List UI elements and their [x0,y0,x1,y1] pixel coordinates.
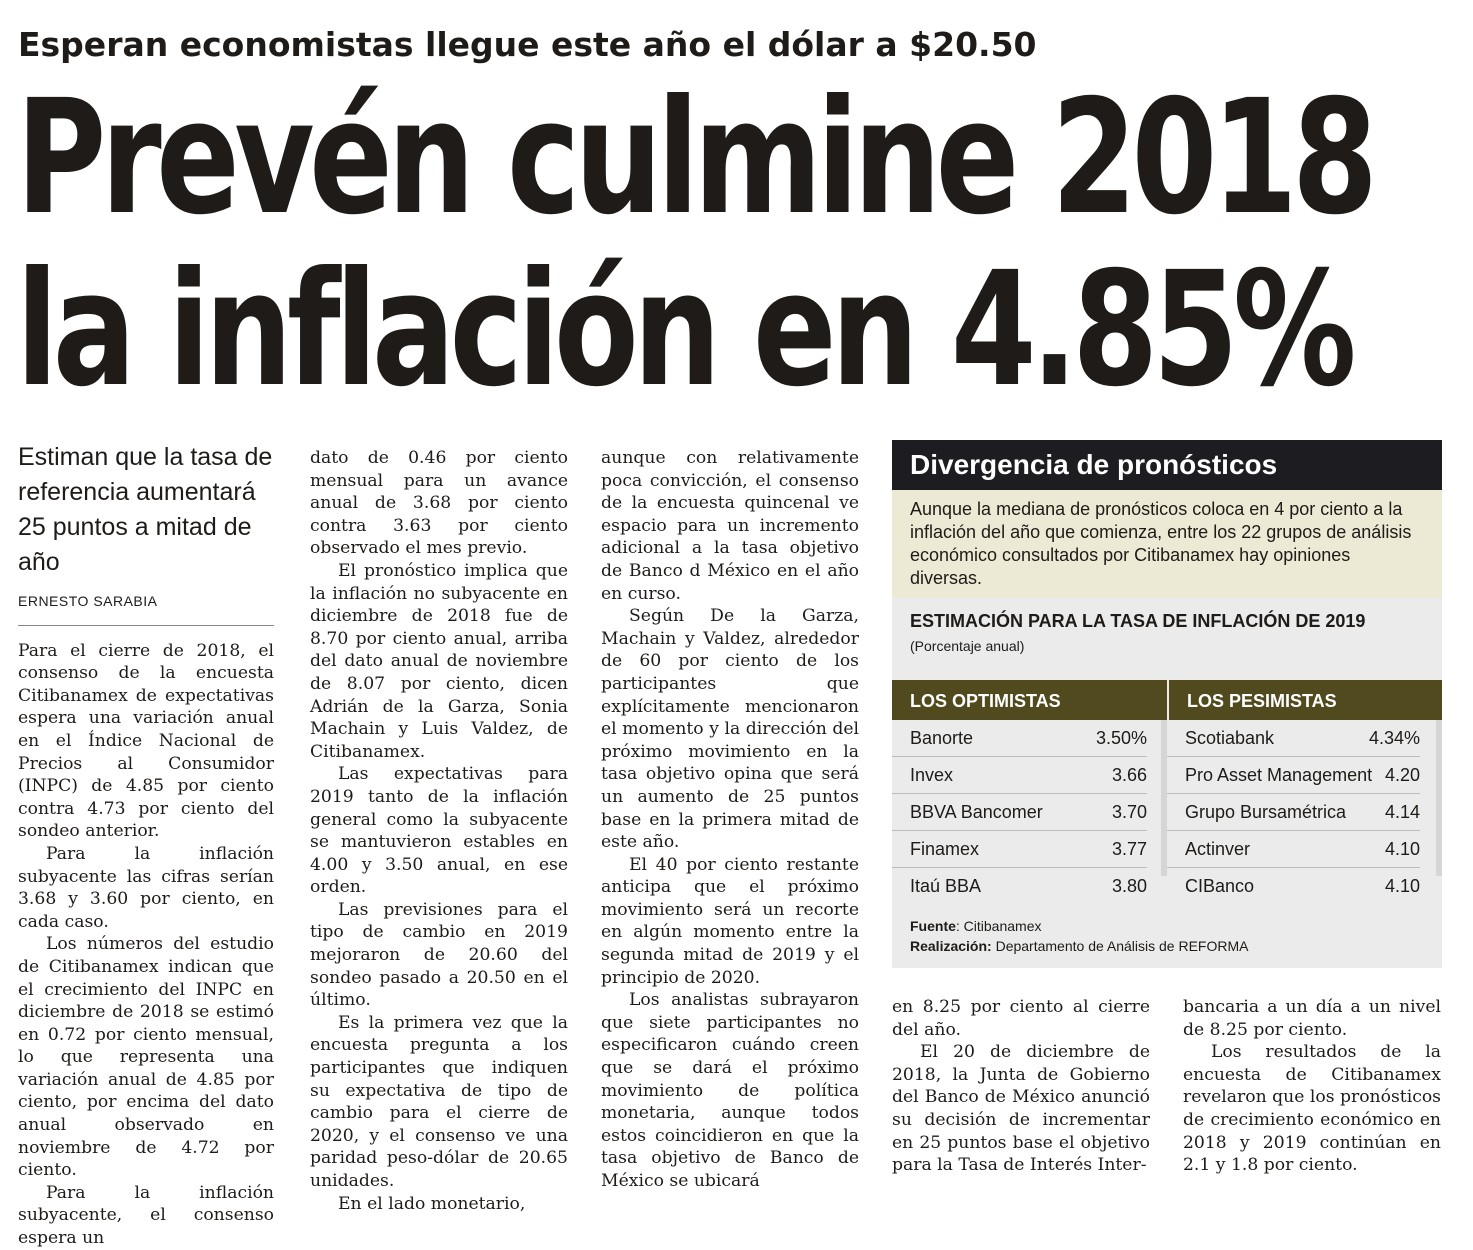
table-row [1167,720,1420,757]
optimists-header: LOS OPTIMISTAS [892,680,1167,720]
paragraph: En el lado monetario, [338,1193,526,1214]
paragraph: El 40 por ciento restante anticipa que el próximo movimiento será un recorte en algún momento entre la segunda mitad de 2019 y el principio de 2020. [601,854,859,988]
article-column-2 [310,447,568,1215]
paragraph: Para el cierre de 2018, el consenso de la encuesta Citibanamex de expectativas espera una variación anual en el Índice Nacional de Precios al Consumidor (INPC) de 4.85 por ciento contra 4.73 por ciento del sondeo anterior. [18,640,274,842]
table-row [892,794,1147,831]
forecast-value: 4.14 [1384,802,1420,822]
forecast-value: 4.10 [1384,839,1420,859]
paragraph: Para la inflación subyacente, el consenso espera un [18,1182,274,1249]
article-column-1 [18,440,274,1250]
column-divider-bar [1436,720,1442,876]
institution-name: Grupo Bursamétrica [1185,802,1347,822]
byline: ERNESTO SARABIA [18,590,274,626]
article-column-4 [892,996,1150,1177]
institution-name: Actinver [1185,839,1251,859]
credit-text: Departamento de Análisis de REFORMA [991,938,1249,954]
table-row [1167,831,1420,868]
optimists-table [892,680,1167,902]
paragraph: en 8.25 por ciento al cierre del año. [892,997,1150,1040]
infobox-intro: Aunque la mediana de pronósticos coloca en 4 por ciento a la inflación del año que comienza, entre los 22 grupos de análisis económico consultados por Citibanamex hay opiniones diversas. [892,490,1442,598]
forecast-value: 4.20 [1384,765,1420,785]
pessimists-table [1167,680,1442,902]
source-text: : Citibanamex [955,918,1042,934]
forecast-value: 3.70 [1111,802,1147,822]
infobox-subtitle-block [892,598,1442,656]
table-row [892,831,1147,868]
table-row [1167,794,1420,831]
kicker: Esperan economistas llegue este año el dólar a $20.50 [18,25,1037,64]
table-row [892,868,1147,905]
paragraph: Es la primera vez que la encuesta pregunta a los participantes que indiquen su expectativa de tipo de cambio para el cierre de 2020, y el consenso ve una paridad peso-dólar de 20.65 unidades. [310,1012,568,1191]
paragraph: bancaria a un día a un nivel de 8.25 por ciento. [1183,997,1441,1040]
institution-name: Finamex [910,839,980,859]
pessimists-header: LOS PESIMISTAS [1167,680,1442,720]
article-column-5 [1183,996,1441,1177]
paragraph: Los resultados de la encuesta de Citibanamex revelaron que los pronósticos de crecimiento económico en 2018 y 2019 continúan en 2.1 y 1.8 por ciento. [1183,1042,1441,1176]
forecast-value: 3.80 [1111,876,1147,896]
table-row [1167,868,1420,905]
institution-name: Invex [910,765,954,785]
infobox-title: Divergencia de pronósticos [892,440,1442,490]
forecast-value: 3.77 [1111,839,1147,859]
headline-line-1: Prevén culmine 2018 [16,66,1373,250]
credit-line [910,936,1248,956]
institution-name: Pro Asset Management [1185,765,1373,785]
paragraph: El pronóstico implica que la inflación no subyacente en diciembre de 2018 fue de 8.70 por ciento anual, arriba del dato anual de noviembre de 8.07 por ciento, dicen Adrián de la Garza, Sonia Machain y Luis Valdez, de Citibanamex. [310,560,568,762]
paragraph: aunque con relativamente poca convicción, el consenso de la encuesta quincenal ve espacio para un incremento adicional a la tasa objetivo de Banco d México en el año en curso. [601,448,859,604]
forecast-tables [892,680,1442,902]
paragraph: Para la inflación subyacente las cifras serían 3.68 y 3.60 por ciento, en cada caso. [18,843,274,932]
paragraph: Los analistas subrayaron que siete participantes no especificaron cuándo creen que se dará el próximo movimiento de política monetaria, aunque todos estos coincidieron en que la tasa objetivo de Banco de México se ubicará [601,990,859,1191]
infobox [892,440,1442,968]
paragraph: Los números del estudio de Citibanamex indican que el crecimiento del INPC en diciembre de 2018 se estimó en 0.72 por ciento mensual, lo que representa una variación anual de 4.85 por ciento, por encima del dato anual observado en noviembre de 4.72 por ciento. [18,934,274,1181]
paragraph: Según De la Garza, Machain y Valdez, alrededor de 60 por ciento de los participantes que explícitamente mencionaron el momento y la dirección del próximo movimiento en la tasa objetivo opina que será un aumento de 25 puntos base en la primera mitad de este año. [601,606,859,853]
institution-name: BBVA Bancomer [910,802,1043,822]
article-column-3 [601,447,859,1193]
headline-line-2: la inflación en 4.85% [16,238,1352,422]
infobox-subtitle: ESTIMACIÓN PARA LA TASA DE INFLACIÓN DE 2019 [910,611,1366,631]
table-row [892,757,1147,794]
column-divider-bar [1161,720,1167,876]
paragraph: El 20 de diciembre de 2018, la Junta de Gobierno del Banco de México anunció su decisión de incrementar en 25 puntos base el objetivo para la Tasa de Interés Inter- [892,1042,1150,1176]
infobox-credits [910,916,1248,956]
forecast-value: 4.10 [1384,876,1420,896]
table-row [1167,757,1420,794]
forecast-value: 3.66 [1111,765,1147,785]
source-line [910,916,1248,936]
institution-name: Scotiabank [1185,728,1275,748]
paragraph: Las previsiones para el tipo de cambio en 2019 mejoraron de 20.60 del sondeo pasado a 20.50 en el último. [310,899,568,1011]
forecast-value: 4.34% [1368,728,1420,748]
credit-label: Realización: [910,938,992,954]
forecast-value: 3.50% [1095,728,1147,748]
table-row [892,720,1147,757]
paragraph: Las expectativas para 2019 tanto de la inflación general como la subyacente se mantuvieron estables en 4.00 y 3.50 anual, en ese orden. [310,764,568,898]
institution-name: CIBanco [1185,876,1255,896]
deck: Estiman que la tasa de referencia aumentará 25 puntos a mitad de año [18,443,273,576]
institution-name: Banorte [910,728,974,748]
institution-name: Itaú BBA [910,876,982,896]
infobox-unit: (Porcentaje anual) [910,638,1025,654]
source-label: Fuente [910,918,956,934]
paragraph: dato de 0.46 por ciento mensual para un avance anual de 3.68 por ciento contra 3.63 por ciento observado el mes previo. [310,448,568,559]
